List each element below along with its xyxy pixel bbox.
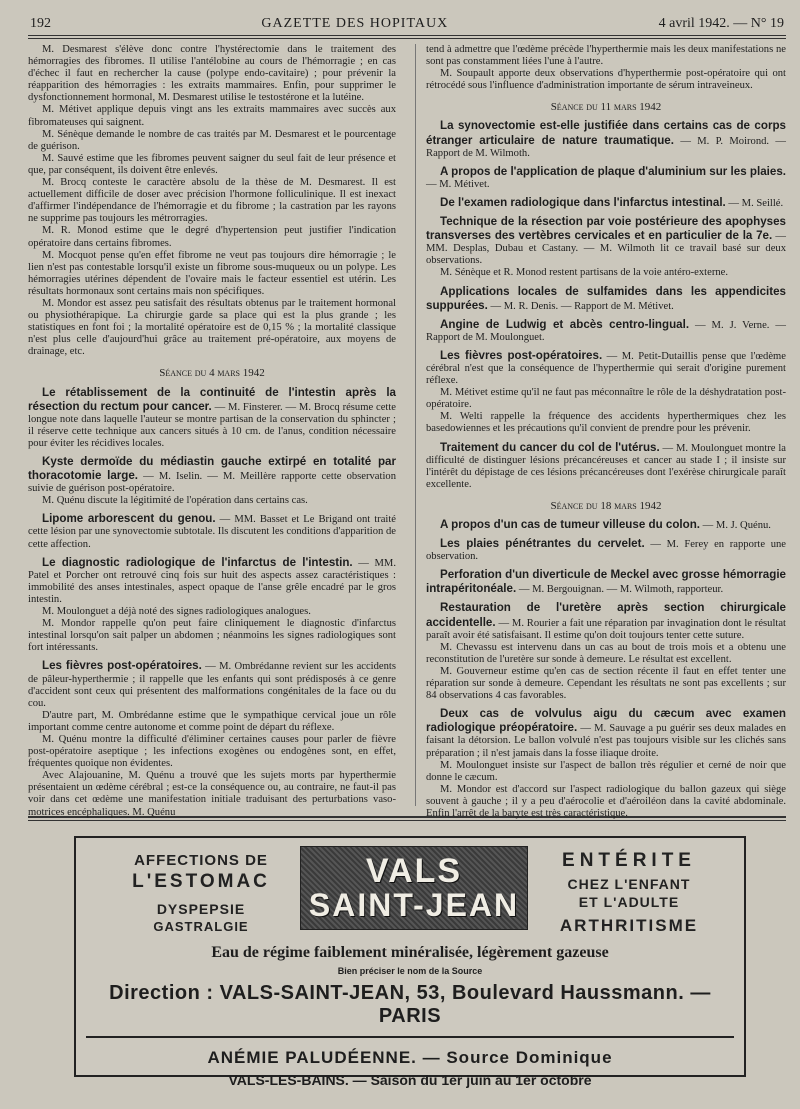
entry-heading: Les plaies pénétrantes du cervelet. bbox=[440, 537, 645, 551]
advertisement-vals-saint-jean bbox=[74, 836, 746, 1088]
ad-right-indications bbox=[534, 850, 724, 936]
brand-name: VALS bbox=[365, 852, 463, 890]
page-number: 192 bbox=[30, 16, 51, 31]
entry bbox=[426, 165, 786, 191]
entry-body: — M. Métivet. bbox=[426, 178, 490, 190]
ad-note: Bien préciser le nom de la Source bbox=[337, 966, 483, 976]
section-rule bbox=[28, 820, 786, 821]
entry bbox=[426, 119, 786, 159]
entry bbox=[426, 537, 786, 563]
paragraph: M. Métivet applique depuis vingt ans les extraits mammaires avec succès aux fibromateuses qui saignent. bbox=[28, 104, 396, 128]
paragraph: M. Mondor rappelle qu'on peut faire cliniquement le diagnostic d'infarctus intestinal lorsqu'on sait palper un abdomen ; néanmoins les signes radiologiques sont fort intéressants. bbox=[28, 618, 396, 654]
entry-body: — M. J. Verne. — Rapport de M. Moulonguet. bbox=[426, 319, 787, 343]
paragraph: M. Quénu montre la difficulté d'éliminer certaines causes pour parler de fièvre post-opératoire aseptique ; les infections exogènes ou endogènes sont, en effet, fréquentes quoique non évidentes. bbox=[28, 733, 396, 770]
entry bbox=[28, 659, 396, 709]
header-rule bbox=[28, 38, 786, 39]
entry-heading: Lipome arborescent du genou. bbox=[42, 512, 216, 526]
ad-address: Direction : VALS-SAINT-JEAN, 53, Boulevard Haussmann. — PARIS bbox=[109, 982, 711, 1027]
entry-heading: Kyste dermoïde du médiastin gauche extirpé en totalité par thoracotomie large. bbox=[28, 455, 396, 483]
paragraph: M. Welti rappelle la fréquence des accidents hyperthermiques chez les basedowiennes et les précautions qu'il convient de prendre pour les prévenir. bbox=[426, 411, 786, 435]
entry-body: — M. P. Moirond. — Rapport de M. Wilmoth. bbox=[426, 135, 787, 159]
paragraph: M. Quénu discute la légitimité de l'opération dans certains cas. bbox=[42, 495, 308, 507]
ad-secondary-title: ANÉMIE PALUDÉENNE. — Source Dominique bbox=[207, 1048, 613, 1067]
meeting-heading: Séance du 11 mars 1942 bbox=[550, 101, 662, 114]
entry-body: — M. Moulonguet montre la difficulté de distinguer lésions précancéreuses et cancer au stade I ; il insiste sur l'intérêt du dépistage de ces lésions précancéreuses dont l'exérèse chirurgicale paraît excellente. bbox=[426, 442, 786, 490]
right-column bbox=[415, 44, 787, 819]
paragraph: M. Moulonguet insiste sur l'aspect de ballon très régulier et cerné de noir que donne le cæcum. bbox=[426, 759, 786, 783]
entry bbox=[426, 601, 786, 641]
entry-heading: La synovectomie est-elle justifiée dans certains cas de corps étranger articulaire de nature traumatique. bbox=[426, 119, 786, 147]
entry-body: — M. Petit-Dutaillis pense que l'œdème cérébral n'est que la conséquence de l'hyperthermie qui serait d'origine purement réflexe. bbox=[426, 350, 786, 387]
entry bbox=[426, 215, 786, 267]
entry-body: — M. Bergouignan. — M. Wilmoth, rapporteur. bbox=[516, 584, 724, 596]
ad-secondary-info: VALS-LES-BAINS. — Saison du 1er juin au 1er octobre bbox=[228, 1072, 592, 1088]
entry bbox=[426, 285, 786, 313]
entry-heading: Deux cas de volvulus aigu du cæcum avec examen radiologique préopératoire. bbox=[426, 707, 786, 735]
paragraph: M. Chevassu est intervenu dans un cas au bout de trois mois et a obtenu une reconstitution de l'uretère sur sonde à demeure. Le résultat est excellent. bbox=[426, 641, 786, 665]
entry bbox=[426, 318, 786, 344]
entry bbox=[426, 441, 786, 491]
entry bbox=[426, 568, 786, 596]
entry-heading: A propos d'un cas de tumeur villeuse du colon. bbox=[440, 518, 701, 531]
ad-left-indications bbox=[116, 852, 286, 934]
entry-heading: Angine de Ludwig et abcès centro-lingual. bbox=[440, 317, 690, 331]
ad-text: ARTHRITISME bbox=[559, 916, 699, 935]
newspaper-page bbox=[28, 12, 786, 821]
entry-body: — MM. Desplas, Dubau et Castany. — M. Wilmoth lit ce travail basé sur deux observations. bbox=[426, 231, 786, 267]
meeting-heading: Séance du 4 mars 1942 bbox=[159, 367, 265, 380]
paragraph: M. Sénèque et R. Monod restent partisans de la voie antéro-externe. bbox=[440, 267, 729, 279]
paragraph: D'autre part, M. Ombrédanne estime que le sympathique cervical joue un rôle important comme centre autonome et comme point de départ du réflexe. bbox=[28, 709, 396, 733]
paragraph: M. Gouverneur estime qu'en cas de section récente il faut en effet tenter une réparation sur sonde à demeure. Cependant les résultats ne sont pas excellents ; sur 84 observations 4 cas favorables. bbox=[426, 665, 786, 702]
meeting-heading: Séance du 18 mars 1942 bbox=[550, 499, 662, 512]
left-column bbox=[28, 44, 396, 818]
paragraph: M. Soupault apporte deux observations d'hyperthermie post-opératoire qui ont rétrocédé sous l'influence d'administration importante de sérum intraveineux. bbox=[426, 68, 786, 92]
article-columns bbox=[28, 44, 787, 819]
entry-heading: Le rétablissement de la continuité de l'intestin après la résection du rectum pour cancer. bbox=[28, 385, 396, 413]
ad-text: CHEZ L'ENFANT bbox=[567, 876, 691, 892]
issue-date: 4 avril 1942. — N° 19 bbox=[658, 16, 784, 31]
entry bbox=[426, 707, 786, 759]
entry-body: — M. Finsterer. — M. Brocq résume cette longue note dans laquelle l'auteur se montre partisan de la conservation du sphincter ; il réserve cette technique aux cancers situés à 10 cm. de l'anus, condition nécessaire pour éviter les récidives locales. bbox=[28, 401, 396, 449]
entry-body: — M. Ferey en rapporte une observation. bbox=[426, 539, 787, 563]
page-header bbox=[28, 12, 786, 36]
entry-body: — M. J. Quénu. bbox=[700, 520, 771, 531]
entry-heading: A propos de l'application de plaque d'aluminium sur les plaies. bbox=[440, 164, 786, 178]
entry-body: — MM. Basset et Le Brigand ont traité cette lésion par une synovectomie subtotale. Ils discutent les conditions d'apparition de cette affection. bbox=[28, 514, 396, 550]
ad-text: DYSPEPSIE bbox=[156, 901, 246, 917]
paragraph: M. Brocq conteste le caractère absolu de la thèse de M. Desmarest. Il est actuellement difficile de doser avec précision l'hormone folliculinique. Il est inexact d'affirmer l'indépendance de l'hémorragie et du fibrome ; la castration par les rayons ne supprime pas toujours les métrorragies. bbox=[28, 177, 396, 225]
ad-text: L'ESTOMAC bbox=[132, 871, 270, 892]
ad-top bbox=[76, 838, 744, 948]
paragraph: Avec Alajouanine, M. Quénu a trouvé que les sujets morts par hyperthermie présentaient un œdème cérébral ; est-ce la conséquence ou, au contraire, ne faut-il pas voir dans cet œdème une manifestation initiale traduisant des perturbations vaso-motrices encéphaliques. M. Quénu bbox=[28, 770, 396, 818]
entry bbox=[28, 512, 396, 550]
entry-heading: Le diagnostic radiologique de l'infarctus de l'intestin. bbox=[42, 555, 353, 569]
paragraph: M. Mondor est d'accord sur l'aspect radiologique du ballon gazeux qui siège souvent à gauche ; il y a peu d'aérocolie et d'aéroiléon dans la cavité abdominale. Enfin l'arrêt de la baryte est très caractéristique. bbox=[426, 783, 786, 819]
entry bbox=[28, 556, 396, 606]
ad-tagline: Eau de régime faiblement minéralisée, légèrement gazeuse bbox=[211, 944, 609, 961]
entry-heading: Traitement du cancer du col de l'utérus. bbox=[440, 440, 660, 454]
entry bbox=[426, 518, 786, 532]
entry bbox=[426, 349, 786, 387]
entry-heading: Perforation d'un diverticule de Meckel avec grosse hémorragie intrapéritonéale. bbox=[426, 568, 786, 596]
ad-text: AFFECTIONS DE bbox=[134, 852, 268, 869]
paragraph: M. Sauvé estime que les fibromes peuvent saigner du seul fait de leur présence et que, par conséquent, ils doivent être enlevés. bbox=[28, 152, 396, 176]
brand-name: SAINT-JEAN bbox=[308, 887, 520, 923]
paragraph: tend à admettre que l'œdème précède l'hyperthermie mais les deux manifestations ne sont pas constamment liées l'une à l'autre. bbox=[426, 44, 786, 68]
brand-logo bbox=[300, 846, 528, 930]
entry-body: — M. R. Denis. — Rapport de M. Métivet. bbox=[487, 300, 674, 312]
paragraph: M. Sénèque demande le nombre de cas traités par M. Desmarest et le pourcentage de guérison. bbox=[28, 128, 396, 152]
entry-heading: Technique de la résection par voie postérieure des apophyses transverses des vertèbres cervicales et en particulier de la 7e. bbox=[426, 215, 786, 243]
entry bbox=[426, 196, 786, 210]
ad-text: ENTÉRITE bbox=[562, 850, 696, 871]
entry-heading: Applications locales de sulfamides dans les appendicites suppurées. bbox=[426, 284, 786, 312]
entry-body: — M. Sauvage a pu guérir ses deux malades en faisant la détorsion. Le ballon volvulé n'est pas toujours visible sur les clichés sans préparation ; il n'est jamais dans la fosse iliaque droite. bbox=[426, 723, 786, 759]
ad-text: GASTRALGIE bbox=[153, 919, 249, 934]
entry-body: — MM. Patel et Porcher ont retrouvé cinq fois sur huit des aspects assez caractéristiques : immobilité des anses intestinales, aspect opaque de l'anse grêle encadré par le gros intestin. bbox=[28, 557, 396, 605]
paragraph: M. Métivet estime qu'il ne faut pas méconnaître le rôle de la déshydratation post-opératoire. bbox=[426, 387, 786, 411]
entry-heading: De l'examen radiologique dans l'infarctus intestinal. bbox=[440, 195, 726, 209]
paragraph: M. Mondor est assez peu satisfait des résultats obtenus par le traitement hormonal ou physiothérapique. La chirurgie garde sa place qui est la plus grande ; les statistiques en font foi ; la mortalité opératoire est de 0,15 % ; la mortalité classique n'est plus celle d'aujourd'hui grâce au traitement pré-opératoire, aux moyens de drainage, etc. bbox=[28, 297, 396, 358]
entry-body: — M. Iselin. — M. Meillère rapporte cette observation suivie de guérison post-opératoire. bbox=[28, 471, 396, 495]
paragraph: M. R. Monod estime que le degré d'hypertension peut justifier l'indication opératoire dans certains fibromes. bbox=[28, 225, 396, 249]
entry-body: — M. Seillé. bbox=[725, 197, 784, 209]
entry-heading: Restauration de l'uretère après section chirurgicale accidentelle. bbox=[426, 601, 786, 629]
paragraph: M. Desmarest s'élève donc contre l'hystérectomie dans le traitement des hémorragies des fibromes. Il utilise l'antélobine au cours de l'hémorragie ; en cas d'échec il faut en rechercher la cause (polype endo-cavitaire) ; pour prévenir la réapparition des hémorragies : les extraits mammaires. Enfin, pour supprimer le dysfonctionnement hormonal, M. Desmarest utilise le testostérone et la lutéine. bbox=[28, 44, 396, 104]
entry-body: — M. Rourier a fait une réparation par invagination dont le résultat paraît avoir été satisfaisant. Il estime qu'on doit toujours tenter cette suture. bbox=[426, 617, 786, 641]
entry bbox=[28, 386, 396, 450]
entry bbox=[28, 455, 396, 495]
ad-text: ET L'ADULTE bbox=[578, 894, 680, 910]
paragraph: M. Mocquot pense qu'en effet fibrome ne veut pas toujours dire hémorragie ; le lien n'est pas contestable lorsqu'il existe un fibrome sous-muqueux ou un polype. Les hémorragies utérines dépendent de l'ovaire mais le facteur essentiel est utérin. Les résultats hormonaux sont certains mais non spécifiques. bbox=[28, 249, 396, 297]
entry-body: — M. Ombrédanne revient sur les accidents de pâleur-hyperthermie ; il rappelle que les enfants qui sont prédisposés à ce genre d'accident sont ceux qui présentent des malformations congénitales de la face ou du cou. bbox=[28, 661, 396, 709]
journal-title: GAZETTE DES HOPITAUX bbox=[261, 16, 449, 31]
entry-heading: Les fièvres post-opératoires. bbox=[42, 659, 202, 673]
entry-heading: Les fièvres post-opératoires. bbox=[440, 348, 603, 362]
ad-divider bbox=[86, 1036, 734, 1038]
paragraph: M. Moulonguet a déjà noté des signes radiologiques analogues. bbox=[42, 606, 311, 618]
